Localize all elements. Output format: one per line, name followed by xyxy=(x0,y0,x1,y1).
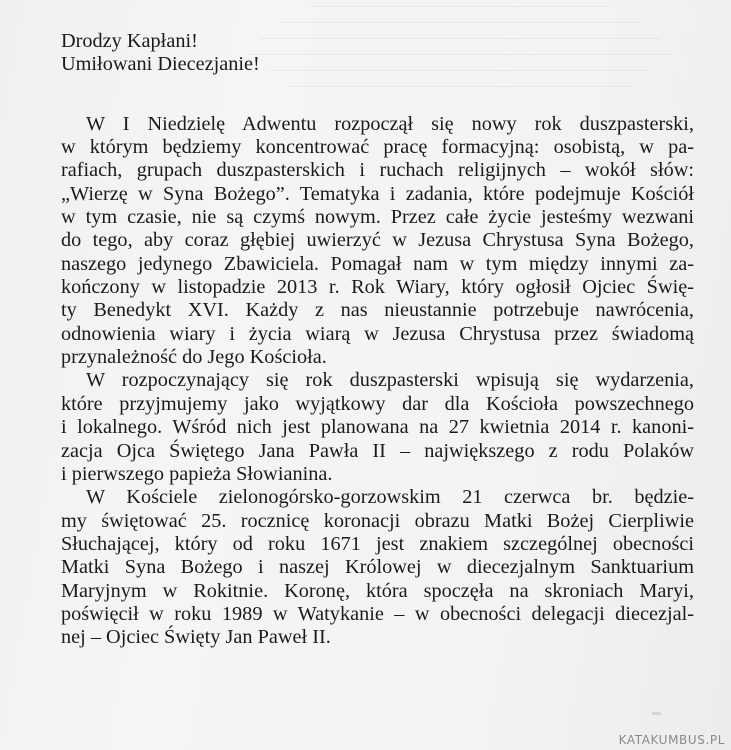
text-line: ty Benedykt XVI. Każdy z nas nieustannie potrzebuje nawrócenia, xyxy=(61,299,694,322)
greeting xyxy=(61,30,694,77)
text-line: W Kościele zielonogórsko-gorzowskim 21 czerwca br. będzie- xyxy=(86,486,694,509)
text-line: W I Niedzielę Adwentu rozpoczął się nowy rok duszpasterski, xyxy=(86,112,694,135)
text-line: nej – Ojciec Święty Jan Paweł II. xyxy=(61,626,331,649)
text-line: my świętować 25. rocznicę koronacji obrazu Matki Bożej Cierpliwie xyxy=(61,509,694,532)
paragraph xyxy=(61,113,694,370)
paragraph xyxy=(61,369,694,486)
text-line: odnowienia wiary i życia wiarą w Jezusa Chrystusa przez świadomą xyxy=(61,322,694,345)
text-line: Matki Syna Bożego i naszej Królowej w diecezjalnym Sanktuarium xyxy=(61,556,694,579)
text-line: przynależność do Jego Kościoła. xyxy=(61,346,327,369)
greeting-line: Umiłowani Diecezjanie! xyxy=(61,53,260,76)
text-line: Słuchającej, który od roku 1671 jest znakiem szczególnej obecności xyxy=(61,532,694,555)
text-line: kończony w listopadzie 2013 r. Rok Wiary, który ogłosił Ojciec Świę- xyxy=(61,276,694,299)
watermark: KATAKUMBUS.PL xyxy=(618,733,725,747)
text-line: zacja Ojca Świętego Jana Pawła II – największego z rodu Polaków xyxy=(61,439,694,462)
text-line: „Wierzę w Syna Bożego”. Tematyka i zadania, które podejmuje Kościół xyxy=(61,182,694,205)
text-line: Maryjnym w Rokitnie. Koronę, która spoczęła na skroniach Maryi, xyxy=(61,579,694,602)
text-line: rafiach, grupach duszpasterskich i ruchach religijnych – wokół słów: xyxy=(61,159,694,182)
greeting-line: Drodzy Kapłani! xyxy=(61,30,198,52)
text-line: W rozpoczynający się rok duszpasterski wpisują się wydarzenia, xyxy=(86,369,694,392)
paragraph xyxy=(61,486,694,649)
text-line: w tym czasie, nie są czymś nowym. Przez całe życie jesteśmy wezwani xyxy=(61,206,694,229)
text-line: które przyjmujemy jako wyjątkowy dar dla Kościoła powszechnego xyxy=(61,392,694,415)
letter-paragraphs xyxy=(61,113,694,650)
letter-body xyxy=(61,30,694,650)
text-line: i pierwszego papieża Słowianina. xyxy=(61,462,333,485)
text-line: naszego jedynego Zbawiciela. Pomagał nam w tym między innymi za- xyxy=(61,252,694,275)
text-line: w którym będziemy koncentrować pracę formacyjną: osobistą, w pa- xyxy=(61,136,694,159)
text-line: do tego, aby coraz głębiej uwierzyć w Jezusa Chrystusa Syna Bożego, xyxy=(61,229,694,252)
blank-gap xyxy=(61,77,694,113)
text-line: poświęcił w roku 1989 w Watykanie – w obecności delegacji diecezjal- xyxy=(61,602,694,625)
scan-smudge xyxy=(652,712,661,715)
text-line: i lokalnego. Wśród nich jest planowana na 27 kwietnia 2014 r. kanoni- xyxy=(61,416,694,439)
